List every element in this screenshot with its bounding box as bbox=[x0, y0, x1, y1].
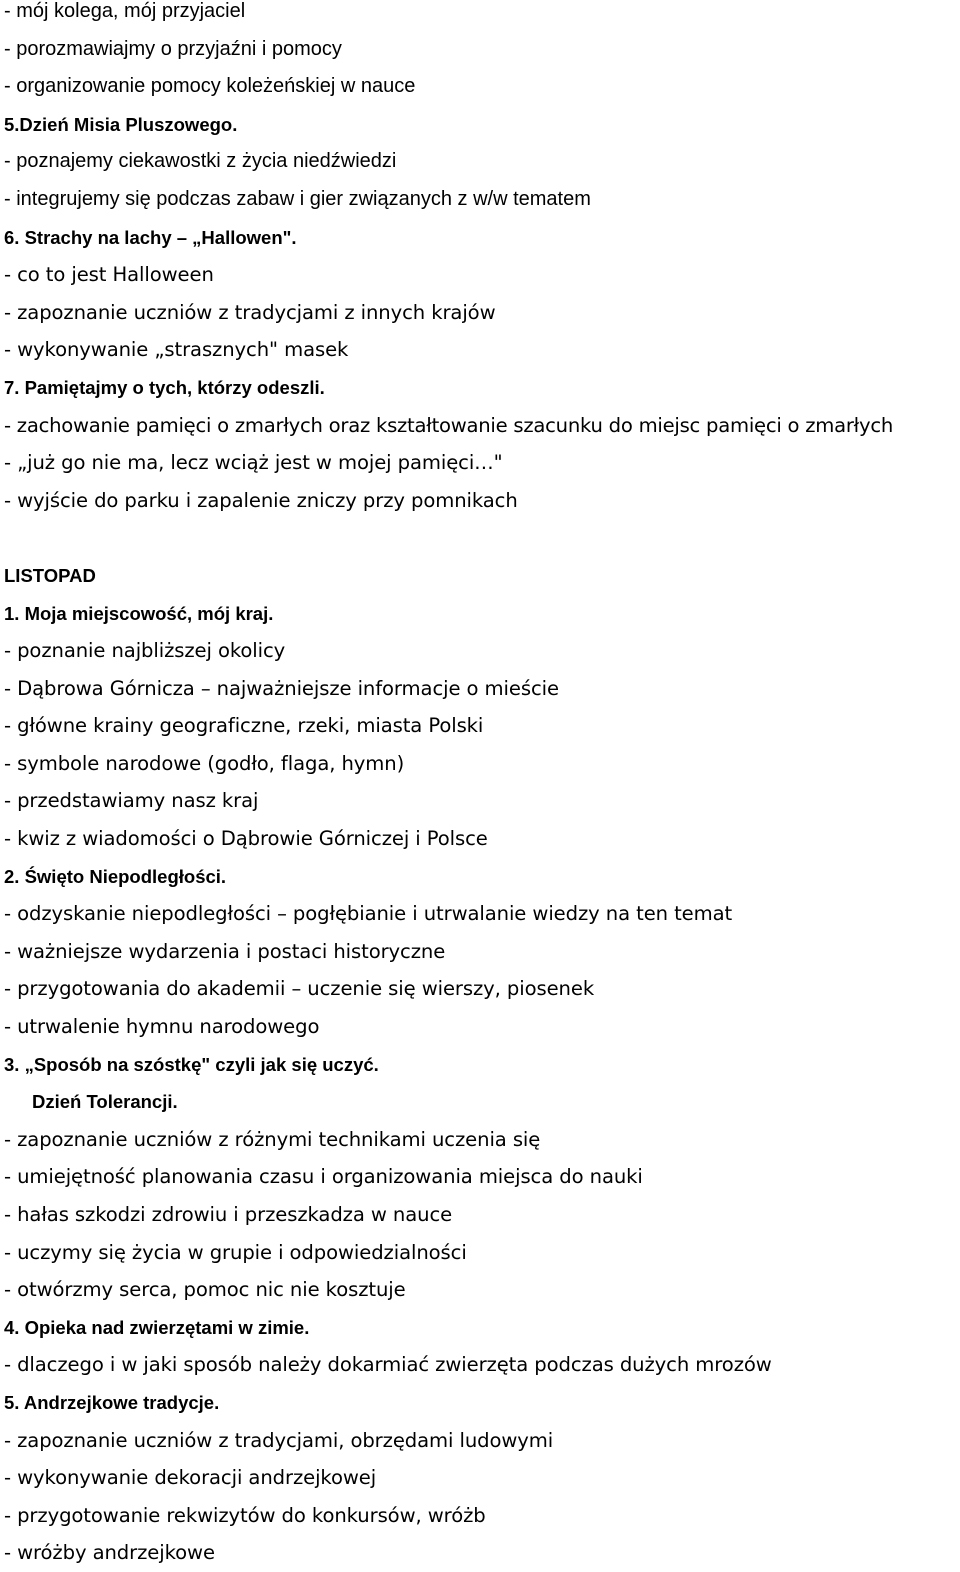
section-subheading: Dzień Tolerancji. bbox=[32, 1091, 178, 1113]
blank-line bbox=[4, 519, 960, 557]
section-heading: 5. Andrzejkowe tradycje. bbox=[4, 1391, 220, 1413]
list-item: - integrujemy się podczas zabaw i gier związanych z w/w tematem bbox=[4, 187, 591, 210]
document-page bbox=[4, 0, 960, 1572]
list-item: - kwiz z wiadomości o Dąbrowie Górniczej i Polsce bbox=[4, 827, 488, 851]
list-item: - zapoznanie uczniów z tradycjami, obrzędami ludowymi bbox=[4, 1428, 554, 1452]
list-item: - umiejętność planowania czasu i organizowania miejsca do nauki bbox=[4, 1165, 643, 1189]
list-item: - „już go nie ma, lecz wciąż jest w mojej pamięci…" bbox=[4, 451, 503, 475]
section-heading: 2. Święto Niepodległości. bbox=[4, 865, 227, 887]
list-item: - dlaczego i w jaki sposób należy dokarmiać zwierzęta podczas dużych mrozów bbox=[4, 1353, 772, 1377]
list-item: - uczymy się życia w grupie i odpowiedzialności bbox=[4, 1240, 467, 1264]
list-item: - odzyskanie niepodległości – pogłębianie i utrwalanie wiedzy na ten temat bbox=[4, 902, 733, 926]
section-heading: 3. „Sposób na szóstkę" czyli jak się uczyć. bbox=[4, 1053, 379, 1075]
section-heading: 1. Moja miejscowość, mój kraj. bbox=[4, 602, 274, 624]
list-item: - główne krainy geograficzne, rzeki, miasta Polski bbox=[4, 714, 484, 738]
list-item: - poznanie najbliższej okolicy bbox=[4, 639, 286, 663]
list-item: - zapoznanie uczniów z tradycjami z innych krajów bbox=[4, 300, 496, 324]
list-item: - wróżby andrzejkowe bbox=[4, 1541, 215, 1565]
list-item: - Dąbrowa Górnicza – najważniejsze informacje o mieście bbox=[4, 676, 559, 700]
list-item: - co to jest Halloween bbox=[4, 263, 214, 287]
list-item: - hałas szkodzi zdrowiu i przeszkadza w nauce bbox=[4, 1203, 453, 1226]
section-heading: 7. Pamiętajmy o tych, którzy odeszli. bbox=[4, 376, 325, 398]
list-item: - wykonywanie „strasznych" masek bbox=[4, 338, 349, 362]
list-item: - przedstawiamy nasz kraj bbox=[4, 789, 259, 813]
list-item: - utrwalenie hymnu narodowego bbox=[4, 1015, 320, 1039]
list-item: - zapoznanie uczniów z różnymi technikami uczenia się bbox=[4, 1127, 541, 1151]
list-item: - mój kolega, mój przyjaciel bbox=[4, 0, 246, 22]
list-item: - przygotowanie rekwizytów do konkursów, wróżb bbox=[4, 1503, 486, 1527]
section-heading: 5.Dzień Misia Pluszowego. bbox=[4, 113, 238, 135]
list-item: - porozmawiajmy o przyjaźni i pomocy bbox=[4, 37, 342, 60]
list-item: - symbole narodowe (godło, flaga, hymn) bbox=[4, 751, 405, 775]
list-item: - wyjście do parku i zapalenie zniczy przy pomnikach bbox=[4, 488, 518, 512]
list-item: - wykonywanie dekoracji andrzejkowej bbox=[4, 1466, 377, 1490]
list-item: - poznajemy ciekawostki z życia niedźwiedzi bbox=[4, 150, 397, 173]
section-heading: 6. Strachy na lachy – „Hallowen". bbox=[4, 226, 297, 248]
list-item: - otwórzmy serca, pomoc nic nie kosztuje bbox=[4, 1278, 406, 1302]
list-item: - organizowanie pomocy koleżeńskiej w nauce bbox=[4, 75, 416, 98]
list-item: - ważniejsze wydarzenia i postaci historyczne bbox=[4, 939, 446, 963]
month-heading: LISTOPAD bbox=[4, 564, 96, 586]
list-item: - zachowanie pamięci o zmarłych oraz kształtowanie szacunku do miejsc pamięci o zmarłych bbox=[4, 413, 894, 437]
section-heading: 4. Opieka nad zwierzętami w zimie. bbox=[4, 1316, 310, 1338]
list-item: - przygotowania do akademii – uczenie się wierszy, piosenek bbox=[4, 977, 595, 1001]
